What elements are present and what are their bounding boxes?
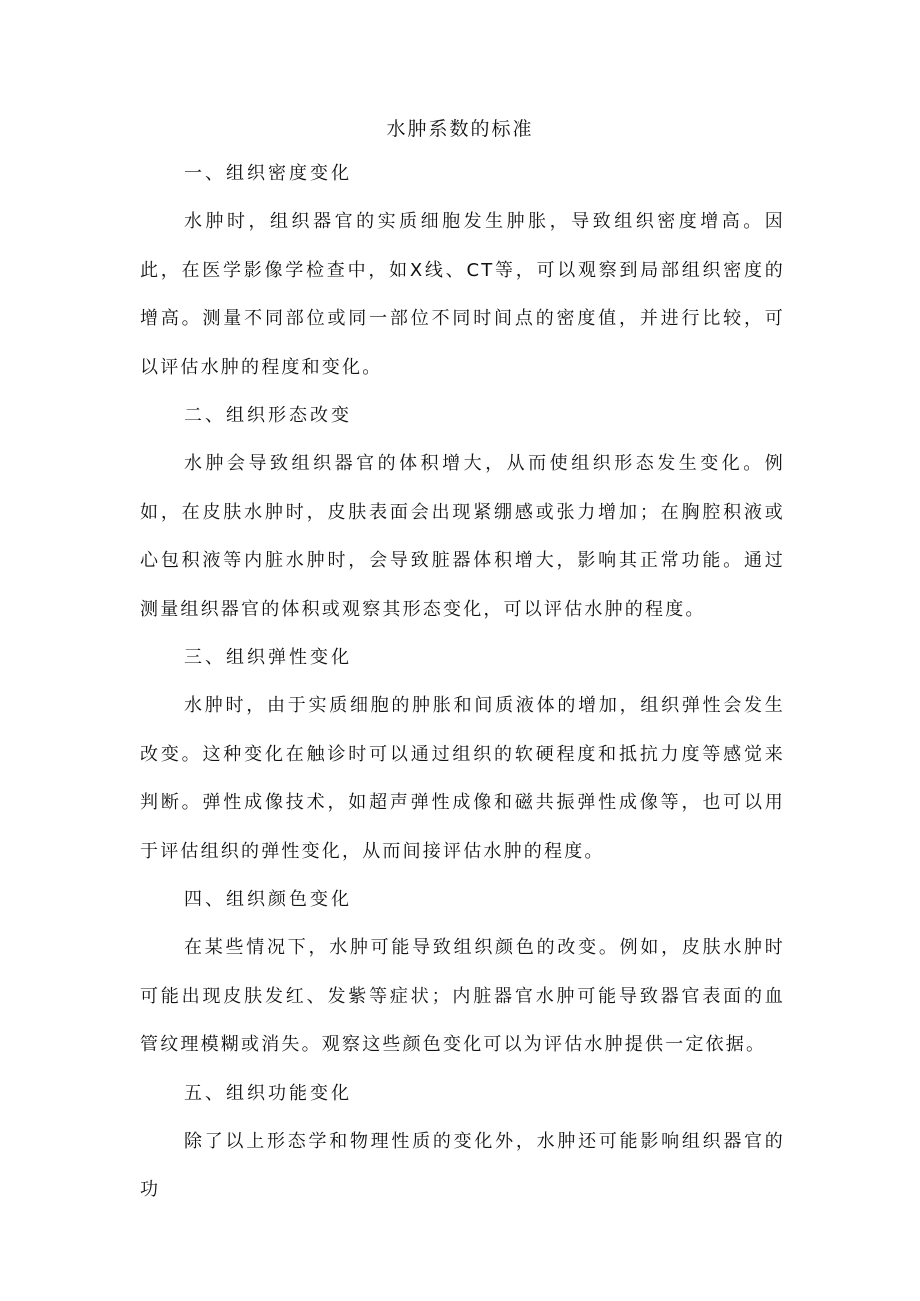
section-paragraph-2: 水肿会导致组织器官的体积增大，从而使组织形态发生变化。例如，在皮肤水肿时，皮肤表面会出现紧绷感或张力增加；在胸腔积液或心包积液等内脏水肿时，会导致脏器体积增大，影响其正常功能。通过测量组织器官的体积或观察其形态变化，可以评估水肿的程度。: [140, 453, 785, 620]
section-paragraph-4: 在某些情况下，水肿可能导致组织颜色的改变。例如，皮肤水肿时可能出现皮肤发红、发紫等症状；内脏器官水肿可能导致器官表面的血管纹理模糊或消失。观察这些颜色变化可以为评估水肿提供一定依据。: [140, 937, 785, 1055]
section-heading-1: 一、组织密度变化: [184, 163, 352, 184]
document-title: 水肿系数的标准: [386, 118, 534, 140]
document-body: [140, 150, 785, 1215]
section-paragraph-5: 除了以上形态学和物理性质的变化外，水肿还可能影响组织器官的功: [140, 1130, 785, 1200]
section-paragraph-3: 水肿时，由于实质细胞的肿胀和间质液体的增加，组织弹性会发生改变。这种变化在触诊时可以通过组织的软硬程度和抵抗力度等感觉来判断。弹性成像技术，如超声弹性成像和磁共振弹性成像等，也可以用于评估组织的弹性变化，从而间接评估水肿的程度。: [140, 695, 785, 862]
section-heading-2: 二、组织形态改变: [184, 405, 352, 426]
section-heading-4: 四、组织颜色变化: [184, 889, 352, 910]
section-paragraph-1: 水肿时，组织器官的实质细胞发生肿胀，导致组织密度增高。因此，在医学影像学检查中，如X线、CT等，可以观察到局部组织密度的增高。测量不同部位或同一部位不同时间点的密度值，并进行比较，可以评估水肿的程度和变化。: [140, 211, 785, 378]
section-heading-5: 五、组织功能变化: [184, 1082, 352, 1104]
section-heading-3: 三、组织弹性变化: [184, 647, 352, 668]
